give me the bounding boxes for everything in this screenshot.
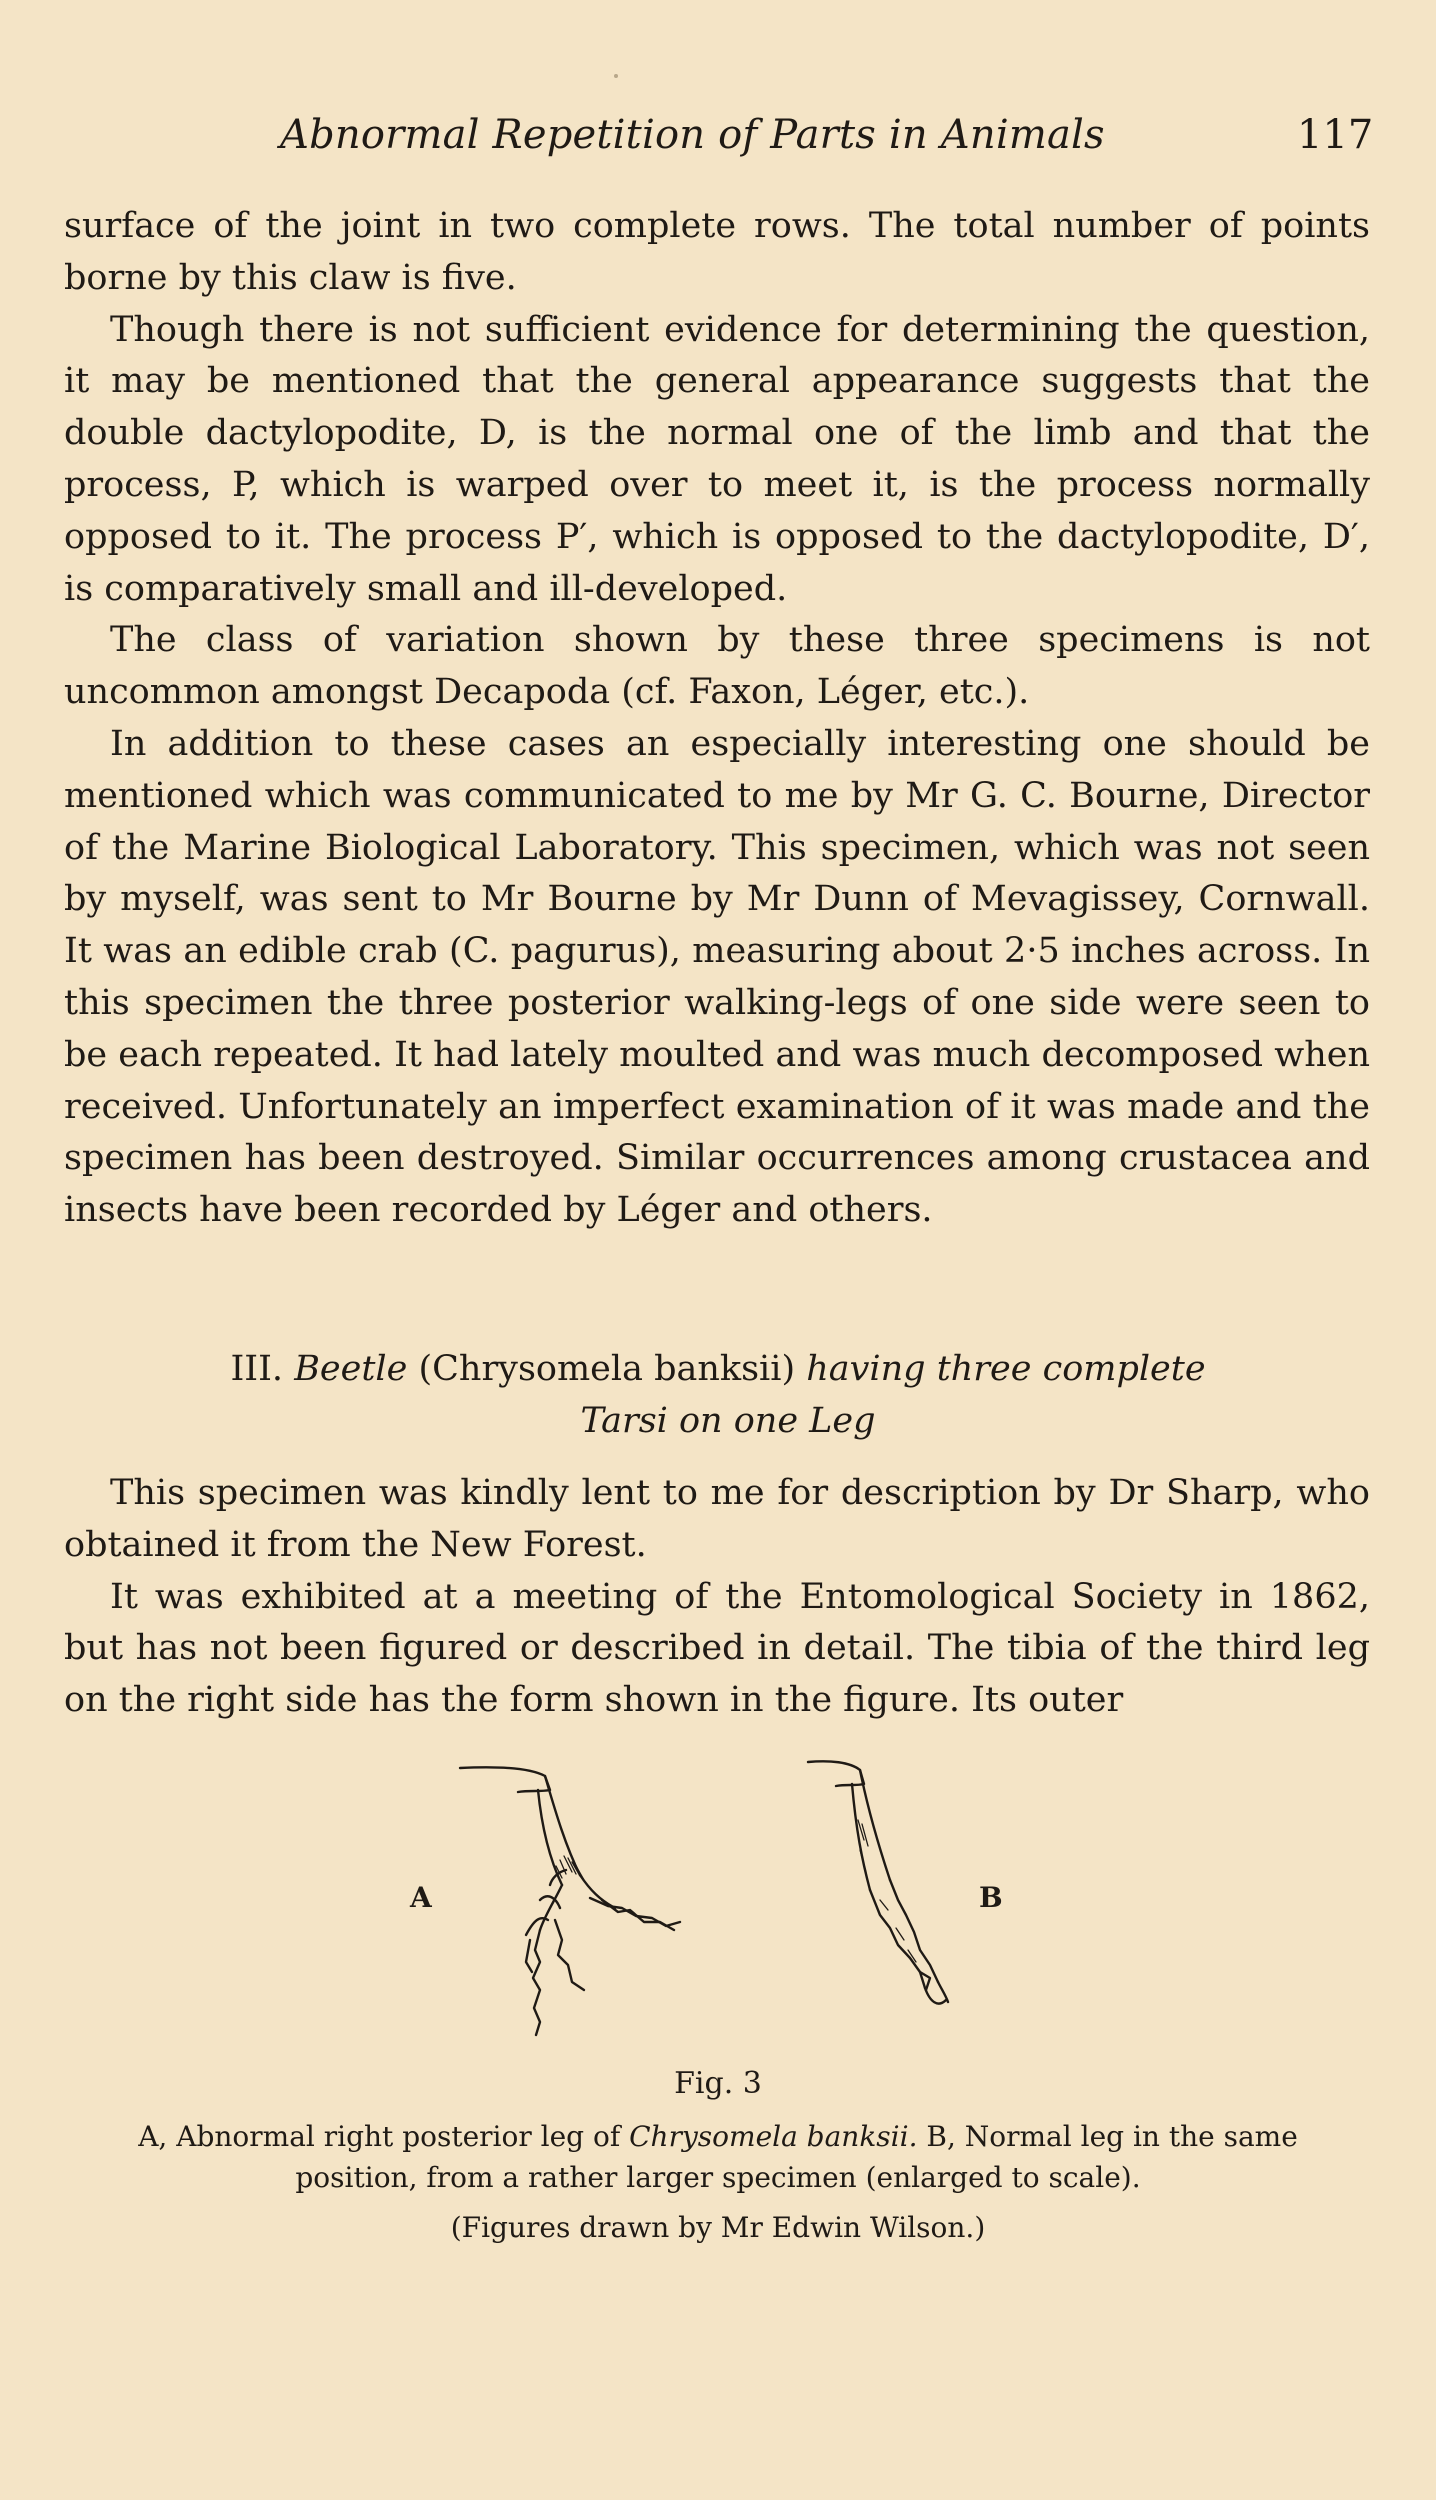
figure-credit: (Figures drawn by Mr Edwin Wilson.) [450, 2211, 986, 2244]
section-beetle-word: Beetle [294, 1349, 408, 1389]
running-head [0, 112, 1436, 172]
paragraph-4: In addition to these cases an especially interesting one should be mentioned which was communicated to me by Mr G. C. Bourne, Director of the Marine Biological Laboratory. This specimen, which was not seen by myself, was sent to Mr Bourne by Mr Dunn of Mevagissey, Cornwall. It was an edible crab (C. pagurus), measuring about 2·5 inches across. In this specimen the three posterior walking-legs of one side were seen to be each repeated. It had lately moulted and was much decomposed when received. Unfortunately an imperfect examination of it was made and the specimen has been destroyed. Similar occurrences among crustacea and insects have been recorded by Léger and others. [64, 723, 1370, 1231]
figure-3-illustration [390, 1750, 1090, 2050]
figure-caption [52, 2116, 1384, 2198]
caption-line-1 [52, 2116, 1384, 2157]
figure-label-a: A [410, 1881, 432, 1914]
section-heading [0, 1343, 1436, 1447]
caption-b-rest: B, Normal leg in the same [926, 2120, 1298, 2153]
caption-a-prefix: A, Abnormal right posterior leg of [138, 2120, 621, 2153]
section-heading-line-1 [0, 1343, 1436, 1395]
body-text-top [64, 201, 1370, 1237]
figure-label-b: B [979, 1881, 1003, 1914]
figure-number: Fig. 3 [674, 2066, 762, 2101]
paragraph-6: It was exhibited at a meeting of the Entomological Society in 1862, but has not been figured or described in detail. The tibia of the third leg on the right side has the form shown in the figure. Its outer [64, 1576, 1370, 1721]
paragraph-3: The class of variation shown by these three specimens is not uncommon amongst Decapoda (cf. Faxon, Léger, etc.). [64, 620, 1370, 713]
caption-line-2: position, from a rather larger specimen (enlarged to scale). [295, 2161, 1141, 2194]
paragraph-1: surface of the joint in two complete rows. The total number of points borne by this claw is five. [64, 206, 1370, 298]
paragraph-5: This specimen was kindly lent to me for description by Dr Sharp, who obtained it from the New Forest. [64, 1473, 1370, 1565]
caption-species: Chrysomela banksii. [629, 2120, 918, 2153]
leg-a-hatching [556, 1856, 584, 1880]
body-text-bottom [64, 1468, 1370, 1727]
page-number: 117 [1297, 112, 1374, 158]
ink-speck [614, 74, 618, 78]
section-heading-rest: having three complete [806, 1349, 1206, 1389]
running-title: Abnormal Repetition of Parts in Animals [280, 112, 1105, 158]
section-species: (Chrysomela banksii) [418, 1349, 796, 1389]
section-heading-line-2: Tarsi on one Leg [580, 1401, 876, 1441]
leg-b-drawing [808, 1761, 948, 2003]
section-numeral: III. [230, 1349, 284, 1389]
leg-a-drawing [460, 1767, 680, 2035]
paragraph-2: Though there is not sufficient evidence for determining the question, it may be mentioned that the general appearance suggests that the double dactylopodite, D, is the normal one of the limb and that the process, P, which is warped over to meet it, is the process normally opposed to it. The process P′, which is opposed to the dactylopodite, D′, is comparatively small and ill-developed. [64, 309, 1370, 609]
leg-b-hatching [858, 1820, 916, 1962]
